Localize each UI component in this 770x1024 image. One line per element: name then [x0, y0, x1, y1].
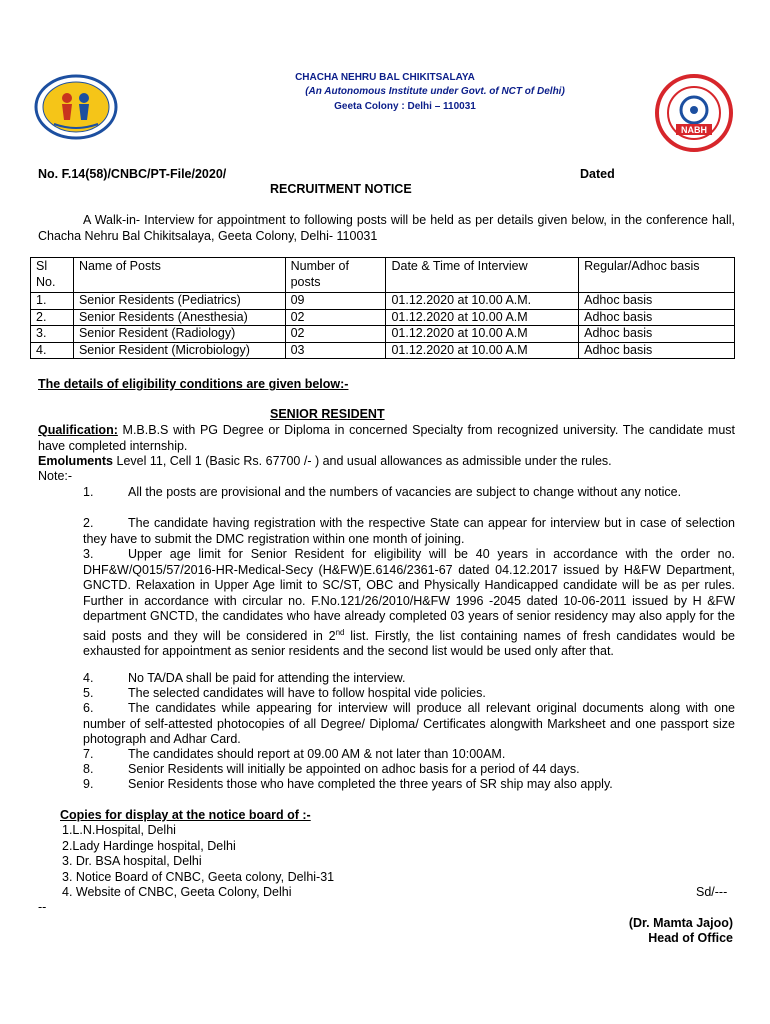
cell-interview-datetime: 01.12.2020 at 10.00 A.M: [386, 326, 579, 343]
cell-sl-no: 3.: [31, 326, 74, 343]
note-text: All the posts are provisional and the numbers of vacancies are subject to change without any notice.: [128, 485, 682, 499]
note-text: The candidates should report at 09.00 AM & not later than 10:00AM.: [128, 747, 506, 761]
list-item: 2.Lady Hardinge hospital, Delhi: [62, 838, 236, 853]
note-text: No TA/DA shall be paid for attending the interview.: [128, 671, 406, 685]
header-text: Date & Time of Interview: [391, 259, 528, 273]
note-item: [83, 701, 735, 748]
cell-post-count: 03: [285, 342, 386, 359]
cell-basis: Adhoc basis: [579, 342, 735, 359]
note-text: The candidate having registration with the respective State can appear for interview but in case of selection they have to submit the DMC registration within one month of joining.: [83, 516, 735, 546]
cell-interview-datetime: 01.12.2020 at 10.00 A.M: [386, 342, 579, 359]
qualification-label: Qualification:: [38, 423, 118, 437]
note-item: [83, 671, 735, 687]
note-item: [83, 516, 735, 547]
cell-sl-no: 1.: [31, 293, 74, 310]
note-item: [83, 762, 735, 778]
cell-basis: Adhoc basis: [579, 309, 735, 326]
signature-sd: Sd/---: [696, 885, 728, 899]
cell-basis: Adhoc basis: [579, 326, 735, 343]
header-text: Number of posts: [290, 259, 349, 289]
note-number: 9.: [83, 777, 94, 791]
list-item: 1.L.N.Hospital, Delhi: [62, 823, 176, 837]
cell-sl-no: 4.: [31, 342, 74, 359]
eligibility-heading: The details of eligibility conditions are given below:-: [38, 377, 349, 391]
note-item: [83, 777, 735, 793]
reference-number: No. F.14(58)/CNBC/PT-File/2020/: [38, 167, 227, 181]
note-text: Upper age limit for Senior Resident for eligibility will be 40 years in accordance with the order no. DHF&W/Q015/57/2016-HR-Medical-Secy (H&FW)E.6146/2361-67 dated 04.12.2017 issued by H&FW Department, GNCTD. Relaxation in Upper Age limit to SC/ST, OBC and Physically Handicapped candidate will be as per rules. Further in accordance with circular no. F.No.121/26/2010/H&FW 1996 -2045 dated 10-06-2011 issued by H &FW department GNCTD, the candidates who have already completed 03 years of senior residency may also apply for the said posts and they will be considered in 2: [83, 547, 735, 643]
header-name-of-posts: [73, 258, 285, 293]
copies-list: [62, 823, 334, 901]
dated-label: Dated: [580, 167, 615, 181]
note-number: 5.: [83, 686, 94, 700]
header-number-of-posts: [285, 258, 386, 293]
signatory-name: (Dr. Mamta Jajoo): [628, 916, 733, 930]
note-text: The selected candidates will have to follow hospital vide policies.: [128, 686, 486, 700]
intro-paragraph: [38, 213, 735, 244]
cell-interview-datetime: 01.12.2020 at 10.00 A.M.: [386, 293, 579, 310]
table-row: [31, 342, 735, 359]
header-text: Sl No.: [36, 259, 56, 289]
table-row: [31, 326, 735, 343]
header-basis: [579, 258, 735, 293]
senior-resident-heading: SENIOR RESIDENT: [270, 407, 385, 421]
emoluments-paragraph: [38, 454, 735, 470]
list-item: 3. Dr. BSA hospital, Delhi: [62, 854, 202, 868]
intro-text: A Walk-in- Interview for appointment to following posts will be held as per details given below, in the conference hall, Chacha Nehru Bal Chikitsalaya, Geeta Colony, Delhi- 110031: [38, 213, 735, 243]
note-number: 2.: [83, 516, 94, 530]
org-subtitle: (An Autonomous Institute under Govt. of NCT of Delhi): [305, 86, 565, 97]
note-text: The candidates while appearing for interview will produce all relevant original documents along with one number of self-attested photocopies of all Degree/ Diploma/ Certificates alongwith Marksheet and one passport size photograph and Adhar Card.: [83, 701, 735, 746]
note-number: 8.: [83, 762, 94, 776]
cell-post-name: Senior Resident (Microbiology): [73, 342, 285, 359]
header-text: Regular/Adhoc basis: [584, 259, 700, 273]
signatory-title: Head of Office: [648, 931, 733, 945]
list-item: 4. Website of CNBC, Geeta Colony, Delhi: [62, 885, 292, 899]
emoluments-text: Level 11, Cell 1 (Basic Rs. 67700 /- ) and usual allowances as admissible under the rules.: [113, 454, 612, 468]
note-text: Senior Residents will initially be appointed on adhoc basis for a period of 44 days.: [128, 762, 580, 776]
cell-post-count: 02: [285, 326, 386, 343]
qualification-text: M.B.B.S with PG Degree or Diploma in concerned Specialty from recognized university. The candidate must have completed internship.: [38, 423, 735, 453]
org-address: Geeta Colony : Delhi – 110031: [334, 101, 476, 112]
cell-interview-datetime: 01.12.2020 at 10.00 A.M: [386, 309, 579, 326]
note-number: 7.: [83, 747, 94, 761]
cell-basis: Adhoc basis: [579, 293, 735, 310]
emoluments-label: Emoluments: [38, 454, 114, 468]
header-text: Name of Posts: [78, 259, 161, 273]
ordinal-suffix: nd: [335, 627, 345, 637]
notice-title: RECRUITMENT NOTICE: [270, 182, 412, 196]
cell-sl-no: 2.: [31, 309, 74, 326]
note-number: 1.: [83, 485, 94, 499]
separator-dashes: --: [38, 900, 47, 914]
note-item: [83, 686, 735, 702]
note-item: [83, 747, 735, 763]
note-number: 4.: [83, 671, 94, 685]
table-row: [31, 293, 735, 310]
note-item: [83, 485, 735, 501]
cell-post-name: Senior Residents (Anesthesia): [73, 309, 285, 326]
header-sl-no: [31, 258, 74, 293]
qualification-paragraph: [38, 423, 735, 454]
note-label: Note:-: [38, 469, 73, 483]
note-text-continued: list. Firstly, the list containing names of fresh candidates would be exhausted for appointment as senior residents and the second list would be used only after that.: [83, 628, 735, 659]
note-number: 3.: [83, 547, 94, 561]
cell-post-name: Senior Residents (Pediatrics): [73, 293, 285, 310]
table-header-row: [31, 258, 735, 293]
note-number: 6.: [83, 701, 94, 715]
nabh-logo-text: NABH: [681, 125, 707, 135]
org-name: CHACHA NEHRU BAL CHIKITSALAYA: [295, 72, 475, 83]
table-row: [31, 309, 735, 326]
header-date-time: [386, 258, 579, 293]
cell-post-count: 02: [285, 309, 386, 326]
copies-heading: Copies for display at the notice board of :-: [60, 808, 311, 822]
posts-table: [30, 257, 735, 359]
note-item: [83, 547, 735, 660]
cell-post-count: 09: [285, 293, 386, 310]
cell-post-name: Senior Resident (Radiology): [73, 326, 285, 343]
list-item: 3. Notice Board of CNBC, Geeta colony, Delhi-31: [62, 869, 335, 884]
note-text: Senior Residents those who have completed the three years of SR ship may also apply.: [128, 777, 613, 791]
